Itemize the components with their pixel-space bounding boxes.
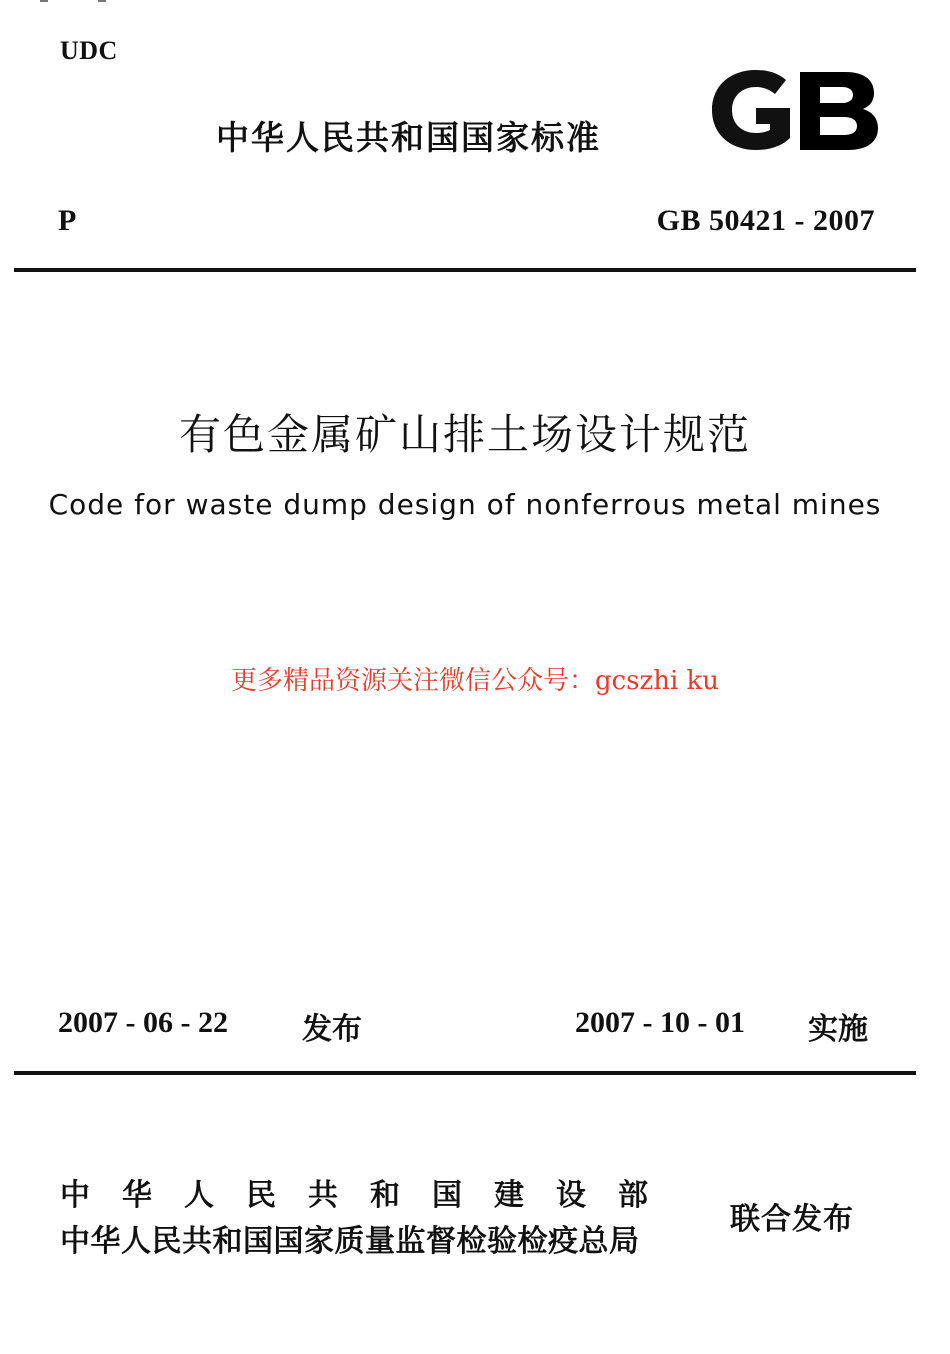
scan-artifact <box>98 0 106 2</box>
top-divider <box>14 268 916 272</box>
bottom-divider <box>14 1071 916 1075</box>
watermark-text: 更多精品资源关注微信公众号：gcszhi ku <box>230 666 720 696</box>
standard-number: GB 50421 - 2007 <box>656 204 875 237</box>
issuer-ministry-construction: 中华人民共和国建设部 <box>60 1178 680 1213</box>
scan-artifact <box>40 0 48 2</box>
document-title-english: Code for waste dump design of nonferrous metal mines <box>48 488 882 521</box>
category-code: P <box>58 204 77 237</box>
issue-label: 发布 <box>302 1012 362 1047</box>
issuer-aqsiq: 中华人民共和国国家质量监督检验检疫总局 <box>60 1224 640 1259</box>
udc-label: UDC <box>60 36 118 65</box>
document-title-chinese: 有色金属矿山排土场设计规范 <box>178 410 751 459</box>
joint-issue-label: 联合发布 <box>730 1202 854 1237</box>
implementation-date: 2007 - 10 - 01 <box>575 1006 745 1039</box>
gb-logo <box>706 66 882 154</box>
issue-date: 2007 - 06 - 22 <box>58 1006 228 1039</box>
implementation-label: 实施 <box>808 1012 868 1047</box>
national-standard-title: 中华人民共和国国家标准 <box>216 118 601 157</box>
gb-logo-g <box>712 70 790 150</box>
gb-logo-b <box>800 72 878 150</box>
